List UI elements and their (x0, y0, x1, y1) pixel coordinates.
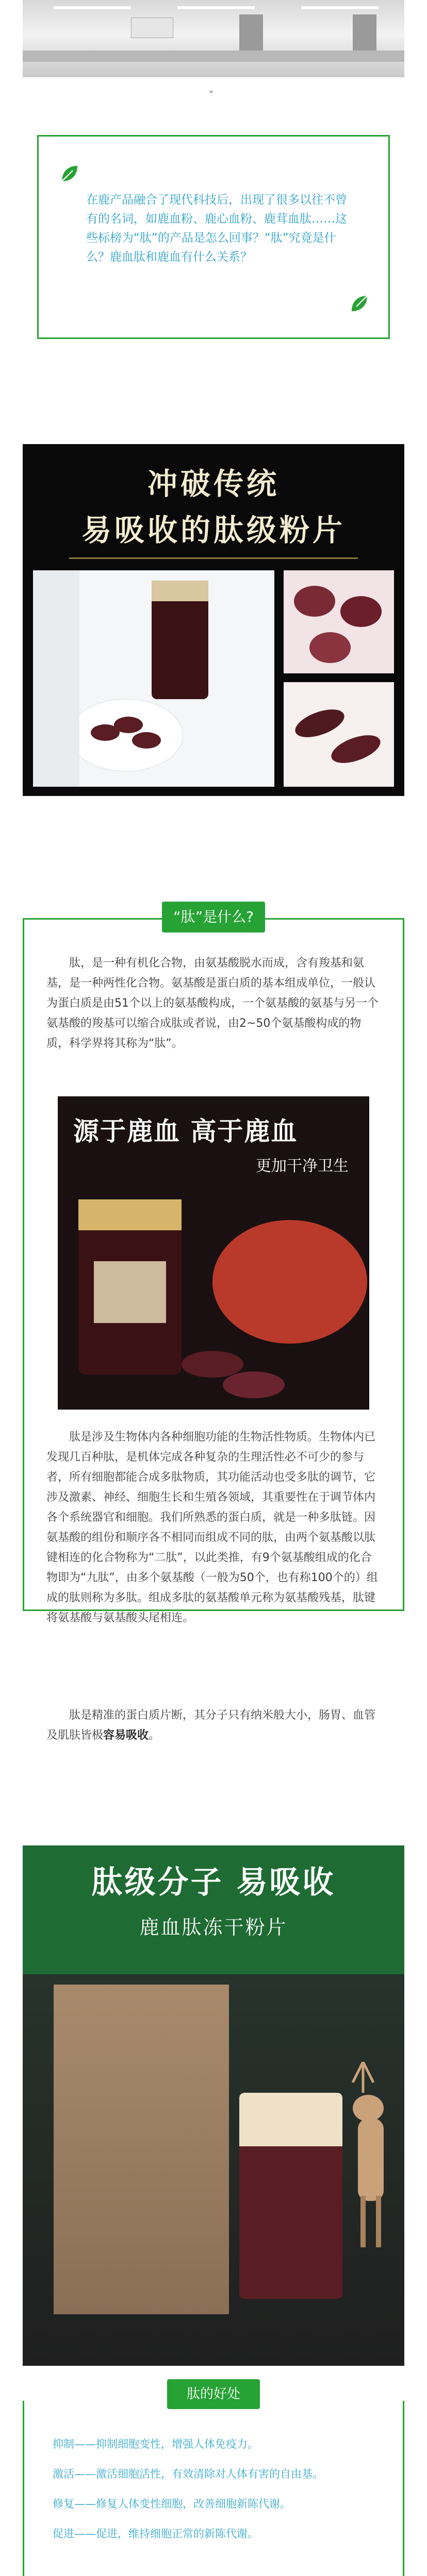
store-door (353, 14, 376, 50)
benefit-item: 激活——激活细胞活性，有效清除对人体有害的自由基。 (53, 2468, 323, 2480)
tablet-hand-photo (284, 682, 394, 787)
gold-divider (69, 557, 358, 559)
peptide-para-2: 肽是涉及生物体内各种细胞功能的生物活性物质。生物体内已发现几百种肽，是机体完成各种复杂的生理活性必不可少的参与者，所有细胞都能合成多肽物质，其功能活动也受多肽的调节，它涉及激素、神经、细胞生长和生殖各领域，其重要性在于调节体内各个系统器官和细胞。我们所熟悉的蛋白质，就是一种多肽链。因氨基酸的组份和顺序各不相同而组成不同的肽，由两个氨基酸以肽键相连的化合物称为“二肽”，以此类推，有9个氨基酸组成的化合物即为“九肽”，由多个氨基酸（一般为50个，也有称100个的）组成的肽则称为多肽。组成多肽的氨基酸单元称为氨基酸残基，肽键将氨基酸与氨基酸头尾相连。 (46, 1431, 378, 1624)
ceiling-light (54, 6, 131, 9)
store-banner-image (23, 0, 404, 77)
section-frame (23, 2401, 404, 2576)
hero2-subtitle: 鹿血肽冻干粉片 (139, 1916, 288, 1939)
section-title-benefits: 肽的好处 (167, 2379, 260, 2409)
benefit-item: 促进——促进，维持细胞正常的新陈代谢。 (53, 2528, 258, 2540)
leaf-icon (348, 291, 372, 315)
hero-image-product (23, 1845, 404, 2366)
peptide-section (23, 902, 404, 1742)
hero-title-line2: 易吸收的肽级粉片 (81, 513, 346, 548)
hero-title-line1: 冲破传统 (147, 466, 280, 501)
tablet-closeup-photo (284, 570, 394, 673)
para3-end: 。 (149, 1729, 160, 1742)
intro-box (37, 135, 390, 339)
hero2-title: 肽级分子 易吸收 (91, 1865, 336, 1901)
para3-emphasis: 容易吸收 (103, 1729, 149, 1742)
chevron-icon: ˇ (208, 90, 214, 103)
peptide-para-1: 肽，是一种有机化合物，由氨基酸脱水而成，含有羧基和氨基，是一种两性化合物。氨基酸是蛋白质的基本组成单位，一般认为蛋白质是由51个以上的氨基酸构成，一个氨基酸的氨基与另一个氨基酸的羧基可以缩合成肽或者说，由2~50个氨基酸构成的物质，科学界将其称为“肽”。 (46, 957, 379, 1050)
peptide-para-3 (46, 1705, 383, 1745)
product-jar (239, 2093, 342, 2299)
benefit-item: 抑制——抑制细胞变性，增强人体免疫力。 (53, 2438, 258, 2450)
image-heading: 源于鹿血 高于鹿血 (73, 1116, 298, 1146)
deer-blood-image (58, 1096, 369, 1410)
store-counter (23, 50, 404, 62)
hero-image-powder (23, 444, 404, 796)
leaf-icon (57, 162, 81, 186)
product-photo (33, 570, 274, 787)
intro-text: 在鹿产品融合了现代科技后，出现了很多以往不曾有的名词，如鹿血粉、鹿心血粉、鹿茸血肽……这些标榜为“肽”的产品是怎么回事？“肽”究竟是什么？鹿血肽和鹿血有什么关系？ (86, 193, 347, 264)
store-sign (131, 18, 173, 38)
benefit-item: 修复——修复人体变性细胞，改善细胞新陈代谢。 (53, 2498, 291, 2510)
section-title-peptide: “肽”是什么? (162, 902, 265, 933)
product-box (54, 1985, 229, 2314)
benefits-section (23, 2379, 404, 2576)
deer-figure (337, 2062, 399, 2247)
ceiling-light (177, 6, 255, 9)
para3-text: 肽是精准的蛋白质片断，其分子只有纳米般大小，肠胃、血管及肌肤皆极 (46, 1709, 376, 1742)
ceiling-light (301, 6, 379, 9)
store-door (239, 14, 263, 50)
image-subheading: 更加干净卫生 (256, 1157, 349, 1175)
